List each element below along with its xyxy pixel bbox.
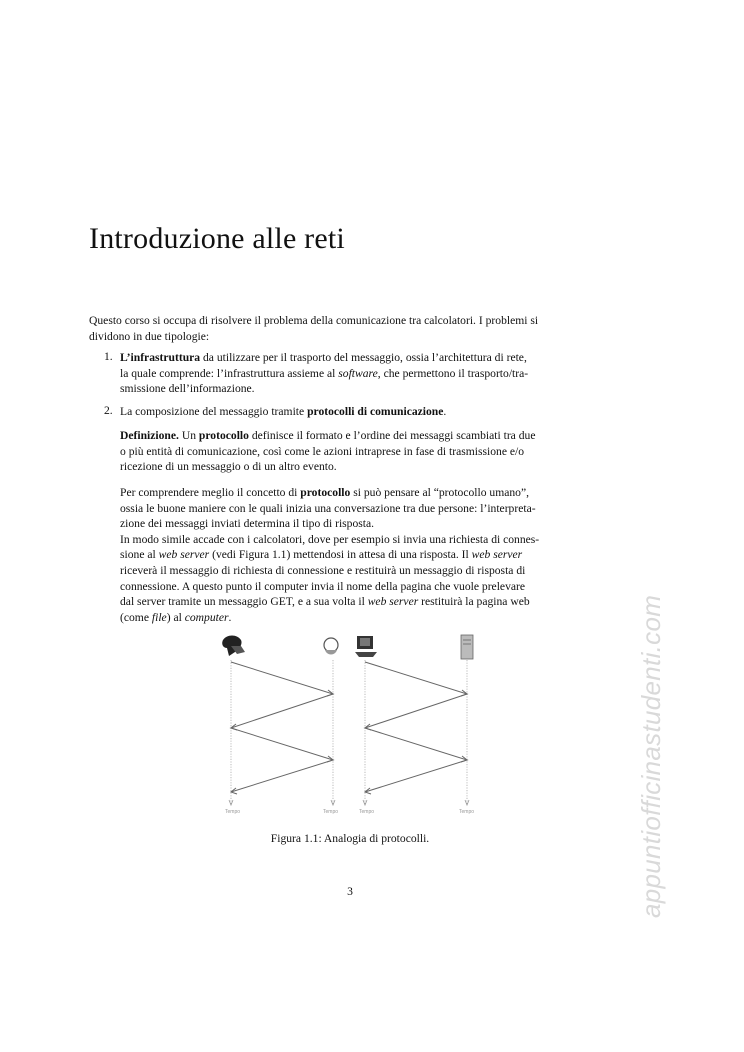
person-right-icon xyxy=(324,638,338,655)
term-computer: computer xyxy=(184,610,229,624)
example-text: . xyxy=(228,610,232,624)
definition-text: ricezione di un messaggio o di un altro evento. xyxy=(120,460,337,474)
computer-icon xyxy=(355,636,377,657)
computer-protocol-diagram xyxy=(355,635,474,815)
figure-caption: Figura 1.1: Analogia di protocolli. xyxy=(270,832,430,845)
human-protocol-diagram xyxy=(222,636,338,816)
example-text: riceverà il messaggio di richiesta di connessione e restituirà un messaggio di risposta di xyxy=(120,563,526,577)
time-label: Tempo xyxy=(359,809,375,815)
list-item-text: smissione dell’informazione. xyxy=(120,382,255,396)
list-item-protocols xyxy=(120,404,611,420)
time-label: Tempo xyxy=(323,809,339,815)
intro-line-1: Questo corso si occupa di risolvere il problema della comunicazione tra calcolatori. I problemi si xyxy=(89,314,539,327)
list-item-text: da utilizzare per il trasporto del messaggio, ossia l’architettura di rete, xyxy=(200,351,527,364)
definition-label: Definizione. xyxy=(120,429,179,442)
example-text: si può pensare al “protocollo umano”, xyxy=(350,486,530,499)
example-text: In modo simile accade con i calcolatori, dove per esempio si invia una richiesta di connes- xyxy=(120,532,540,546)
term-protocollo: protocollo xyxy=(300,486,351,499)
time-label: Tempo xyxy=(459,809,475,815)
list-number-2: 2. xyxy=(104,404,113,417)
term-file: file xyxy=(151,610,167,624)
server-icon xyxy=(461,635,473,659)
chapter-title: Introduzione alle reti xyxy=(89,222,345,255)
term-web-server: web server xyxy=(471,548,523,562)
example-text: sione al xyxy=(120,548,159,562)
list-item-text: la quale comprende: l’infrastruttura assieme al xyxy=(120,366,339,380)
message-arrows xyxy=(231,662,333,792)
example-text: ossia le buone maniere con le quali inizia una conversazione tra due persone: l’interpreta- xyxy=(120,501,536,515)
example-text: restituirà la pagina web xyxy=(418,595,530,609)
example-text: ) al xyxy=(166,610,185,624)
example-text: connessione. A questo punto il computer invia il nome della pagina che vuole prelevare xyxy=(120,579,526,593)
term-software: software xyxy=(338,366,378,380)
page-number: 3 xyxy=(347,885,353,898)
term-web-server: web server xyxy=(367,595,419,609)
list-item-text: . xyxy=(443,405,447,418)
intro-line-2: dividono in due tipologie: xyxy=(89,329,210,343)
protocol-analogy-figure xyxy=(215,632,495,822)
definition-text: definisce il formato e l’ordine dei messaggi scambiati tra due xyxy=(248,429,536,442)
example-text: (vedi Figura 1.1) mettendosi in attesa di una risposta. Il xyxy=(209,548,472,562)
time-label: Tempo xyxy=(225,809,241,815)
list-item-text: , che permettono il trasporto/tra- xyxy=(377,366,529,380)
list-item-infrastructure xyxy=(120,350,611,397)
person-left-icon xyxy=(222,636,245,657)
term-protocolli: protocolli di comunicazione xyxy=(307,405,444,418)
example-paragraph xyxy=(120,485,611,625)
list-number-1: 1. xyxy=(104,350,113,363)
term-infrastruttura: L’infrastruttura xyxy=(120,351,201,364)
definition-text: o più entità di comunicazione, così come le azioni intraprese in fase di trasmissione e/o xyxy=(120,444,525,458)
definition-block xyxy=(120,428,611,475)
watermark: appuntiofficinastudenti.com xyxy=(636,594,666,918)
example-text: Per comprendere meglio il concetto di xyxy=(120,486,301,499)
term-web-server: web server xyxy=(158,548,210,562)
example-text: (come xyxy=(120,610,152,624)
intro-paragraph xyxy=(89,313,611,344)
list-item-text: La composizione del messaggio tramite xyxy=(120,405,308,418)
example-text: dal server tramite un messaggio GET, e a sua volta il xyxy=(120,595,368,609)
example-text: zione dei messaggi inviati determina il tipo di risposta. xyxy=(120,517,375,531)
term-protocollo: protocollo xyxy=(198,429,249,442)
definition-text: Un xyxy=(178,429,199,442)
